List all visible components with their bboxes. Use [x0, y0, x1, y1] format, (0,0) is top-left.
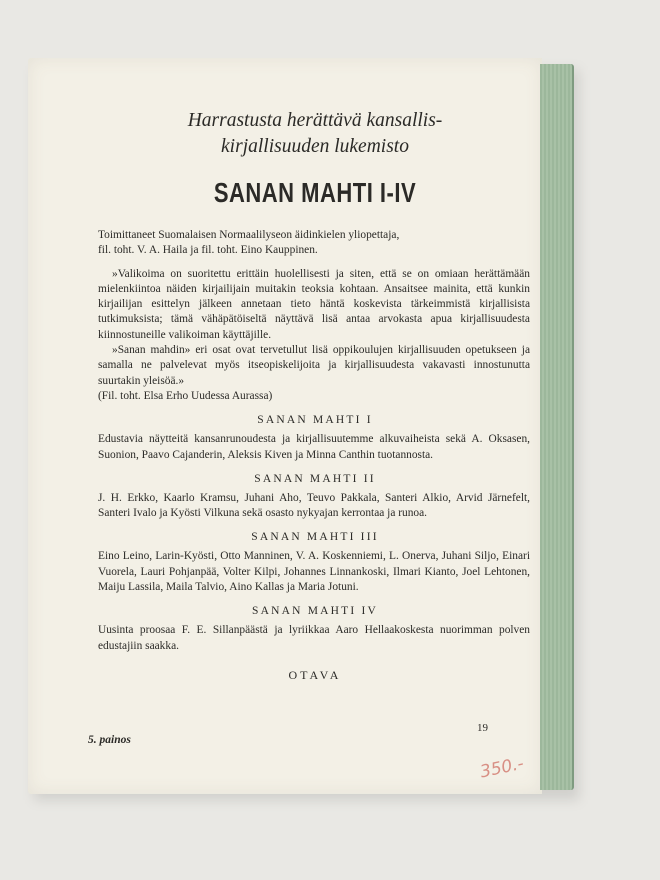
section-heading: SANAN MAHTI IV: [252, 605, 378, 618]
intro-line-1: Toimittaneet Suomalaisen Normaalilyseon äidinkielen yliopettaja,: [98, 229, 400, 241]
section-1: [90, 414, 530, 463]
section-text: Edustavia näytteitä kansanrunoudesta ja kirjallisuutemme alkuvaiheista sekä A. Oksasen, Suonion, Paavo Cajanderin, Aleksis Kiven ja Minna Canthin tuotannosta.: [98, 433, 530, 461]
intro-block: [90, 228, 530, 259]
section-heading: SANAN MAHTI III: [251, 531, 379, 544]
page-number: 19: [477, 722, 488, 734]
headline: [100, 108, 530, 160]
section-3: [90, 531, 530, 595]
section-text: Uusinta proosaa F. E. Sillanpäästä ja lyriikkaa Aaro Hellaakoskesta nuorimman polven edustajiin saakka.: [98, 624, 530, 652]
cover-text: [90, 108, 530, 683]
section-heading: SANAN MAHTI I: [257, 414, 373, 427]
section-4: [90, 605, 530, 654]
section-text: J. H. Erkko, Kaarlo Kramsu, Juhani Aho, Teuvo Pakkala, Santeri Alkio, Arvid Järnefelt, Santeri Ivalo ja Kyösti Vilkuna sekä osasto nykyajan kerrontaa ja runoa.: [98, 491, 530, 520]
price-mark: 350.-: [478, 753, 526, 783]
quote-paragraph-2: »Sanan mahdin» eri osat ovat tervetullut lisä oppikoulujen kirjallisuuden opetukseen ja samalla ne palvelevat myös itseopiskelijoita ja kirjallisuudesta vakavasti innostunutta suurtakin yleisöä.»: [98, 344, 530, 387]
book-title: SANAN MAHTI I-IV: [213, 176, 417, 208]
section-2: [90, 473, 530, 522]
quote-paragraph-1: »Valikoima on suoritettu erittäin huolellisesti ja siten, että se on omiaan herättämään mielenkiintoa näiden kirjailijain muitakin teoksia kohtaan. Ansaitsee mainita, että kunkin kirjailijan esittelyn jälkeen annetaan tieto häntä koskevista tärkeimmistä kirjallisista tutkimuksista; tämä vähäpätöiseltä näyttävä lisä antaa arvokasta apua kirjallisuudesta kiinnostuneille valikoiman käyttäjille.: [98, 267, 530, 341]
publisher-name: OTAVA: [288, 667, 342, 682]
section-heading: SANAN MAHTI II: [254, 472, 376, 485]
intro-line-2: fil. toht. V. A. Haila ja fil. toht. Eino Kauppinen.: [98, 244, 318, 257]
review-quote: [90, 267, 530, 405]
section-text: Eino Leino, Larin-Kyösti, Otto Manninen, V. A. Koskenniemi, L. Onerva, Juhani Siljo, Einari Vuorela, Lauri Pohjanpää, Volter Kilpi, Johannes Linnankoski, Ilmari Kianto, Joel Lehtonen, Maiju Lassila, Maila Talvio, Aino Kallas ja Maria Jotuni.: [98, 550, 530, 594]
headline-line-2: kirjallisuuden lukemisto: [221, 136, 409, 157]
edition-label: 5. painos: [88, 734, 131, 746]
quote-attribution: (Fil. toht. Elsa Erho Uudessa Aurassa): [98, 389, 273, 402]
headline-line-1: Harrastusta herättävä kansallis-: [187, 110, 443, 131]
book-spine: [540, 64, 574, 790]
